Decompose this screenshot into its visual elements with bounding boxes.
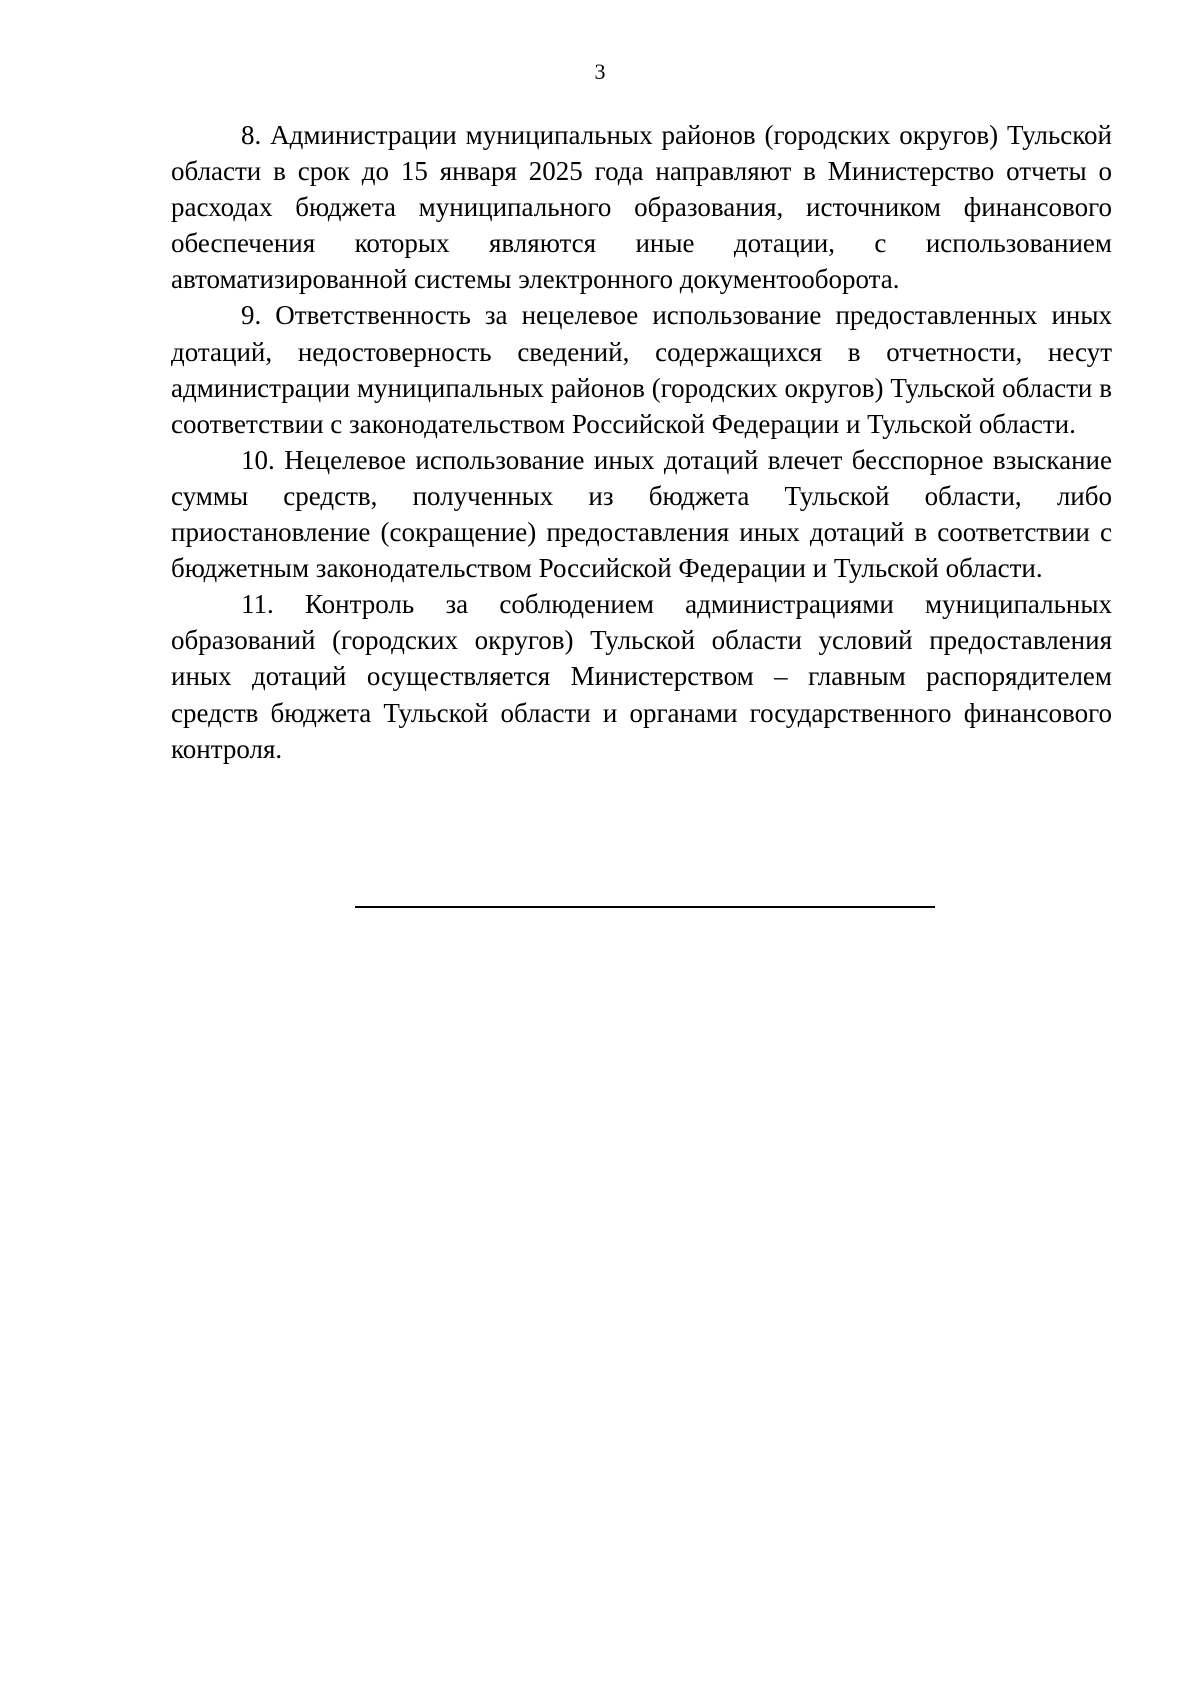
paragraph-10: 10. Нецелевое использование иных дотаций влечет бесспорное взыскание суммы средств, полученных из бюджета Тульской области, либо приостановление (сокращение) предоставления иных дотаций в соответствии с бюджетным законодательством Российской Федерации и Тульской области. xyxy=(171,444,1112,584)
paragraph-8: 8. Администрации муниципальных районов (городских округов) Тульской области в срок до 15 января 2025 года направляют в Министерство отчеты о расходах бюджета муниципального образования, источником финансового обеспечения которых являются иные дотации, с использованием автоматизированной системы электронного документооборота. xyxy=(171,120,1112,295)
page-number: 3 xyxy=(594,59,606,84)
paragraph-9: 9. Ответственность за нецелевое использование предоставленных иных дотаций, недостоверность сведений, содержащихся в отчетности, несут администрации муниципальных районов (городских округов) Тульской области в соответствии с законодательством Российской Федерации и Тульской области. xyxy=(171,300,1112,439)
closing-divider-line xyxy=(355,906,935,908)
document-body xyxy=(171,117,1112,767)
paragraph-11: 11. Контроль за соблюдением администрациями муниципальных образований (городских округов) Тульской области условий предоставления иных дотаций осуществляется Министерством – главным распорядителем средств бюджета Тульской области и органами государственного финансового контроля. xyxy=(171,589,1112,764)
